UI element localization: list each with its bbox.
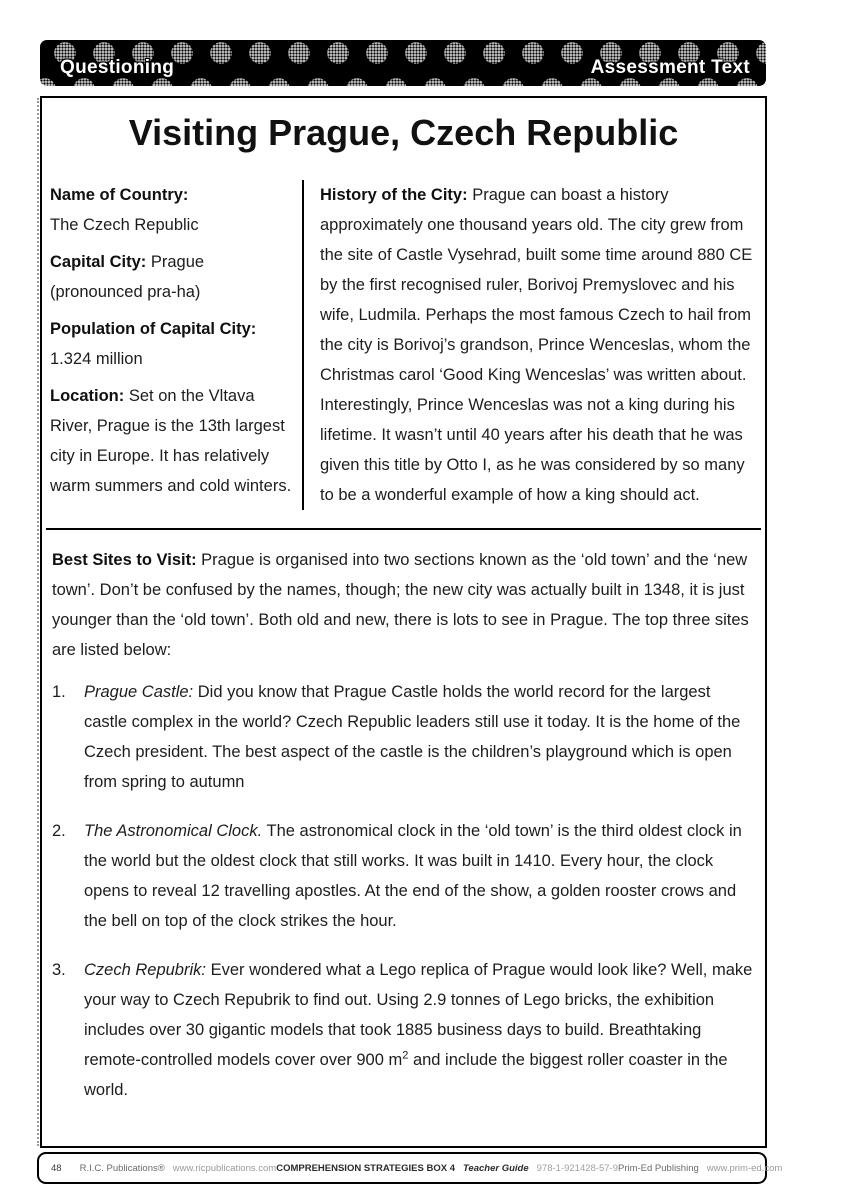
best-sites-text: Prague is organised into two sections known as the ‘old town’ and the ‘new town’. Don’t be confused by the names, though; the new city was actually built in 1348, it is just younger than the ‘old town’. Both old and new, there is lots to see in Prague. The top three sites are listed below:: [52, 551, 749, 659]
history-text: Prague can boast a history approximately one thousand years old. The city grew from the site of Castle Vysehrad, built some time around 880 CE by the first recognised ruler, Borivoj Premyslovec and his wife, Ludmila. Perhaps the most famous Czech to hail from the city is Borivoj’s grandson, Prince Wenceslas, whom the Christmas carol ‘Good King Wenceslas’ was written about. Interestingly, Prince Wenceslas was not a king during his lifetime. It wasn’t until 40 years after his death that he was given this title by Otto I, as he was considered by so many to be a wonderful example of how a king should act.: [320, 186, 753, 504]
publisher-right-name: Prim-Ed Publishing: [617, 1162, 699, 1174]
fact-country: [50, 180, 294, 240]
history-column: [304, 180, 757, 510]
list-item-prague-castle: [52, 677, 755, 797]
footer-center-group: [276, 1163, 618, 1174]
series-title: COMPREHENSION STRATEGIES BOX 4: [276, 1162, 455, 1174]
fact-capital-value: Prague (pronounced pra-ha): [50, 253, 205, 301]
best-sites-paragraph: [42, 545, 765, 665]
site-2-text: The astronomical clock in the ‘old town’ is the third oldest clock in the world but the oldest clock that still works. It was built in 1410. Every hour, the clock opens to reveal 12 travelling apostles. At the end of the show, a golden rooster crows and the bell on top of the clock strikes the hour.: [84, 822, 742, 930]
section-divider-rule: [46, 528, 761, 530]
country-facts-column: [50, 180, 302, 510]
isbn-number: 978-1-921428-57-9: [536, 1162, 618, 1174]
fact-location-label: Location:: [50, 387, 125, 405]
footer-left-group: [51, 1163, 276, 1174]
site-1-paragraph: [84, 677, 755, 797]
fact-country-label: Name of Country:: [50, 186, 189, 204]
fact-location: [50, 381, 294, 501]
history-paragraph: [320, 180, 753, 510]
site-3-paragraph: [84, 955, 755, 1105]
fact-location-value: Set on the Vltava River, Prague is the 13th largest city in Europe. It has relatively warm summers and cold winters.: [50, 387, 292, 495]
footer-bar: [37, 1152, 783, 1184]
top-sites-list: [42, 677, 765, 1105]
strategy-banner: [40, 40, 766, 86]
list-item-czech-repubrik: [52, 955, 755, 1105]
publisher-left-name: R.I.C. Publications®: [79, 1162, 165, 1174]
footer-right-group: [618, 1163, 782, 1174]
fact-capital-label: Capital City:: [50, 253, 147, 271]
guide-title: Teacher Guide: [462, 1162, 529, 1174]
facts-history-columns: [42, 180, 765, 510]
site-2-paragraph: [84, 816, 755, 936]
site-2-name: The Astronomical Clock.: [84, 822, 263, 840]
fact-capital: [50, 247, 294, 307]
strategy-label: Questioning: [60, 57, 175, 78]
site-3-text-continued: and include the biggest roller coaster in the world.: [84, 1051, 728, 1099]
list-number-2: 2.: [52, 822, 66, 840]
fact-population-label: Population of Capital City:: [50, 320, 257, 338]
site-3-superscript: 2: [402, 1049, 409, 1062]
site-3-name: Czech Repubrik:: [84, 961, 206, 979]
site-1-name: Prague Castle:: [84, 683, 194, 701]
site-1-text: Did you know that Prague Castle holds the world record for the largest castle complex in the world? Czech Republic leaders still use it today. It is the home of the Czech president. The best aspect of the castle is the children’s playground which is open from spring to autumn: [84, 683, 741, 791]
assessment-text-label: Assessment Text: [590, 57, 750, 78]
list-number-3: 3.: [52, 961, 66, 979]
fact-population-value: 1.324 million: [50, 350, 143, 368]
history-label: History of the City:: [320, 186, 468, 204]
list-number-1: 1.: [52, 683, 66, 701]
publisher-right-url: www.prim-ed.com: [706, 1162, 783, 1174]
publisher-left-url: www.ricpublications.com: [172, 1162, 277, 1174]
list-item-astronomical-clock: [52, 816, 755, 936]
best-sites-label: Best Sites to Visit:: [52, 551, 197, 569]
worksheet-page-box: [40, 96, 767, 1148]
fact-population: [50, 314, 294, 374]
page-number: 48: [51, 1162, 62, 1174]
fact-country-value: The Czech Republic: [50, 216, 199, 234]
page-title: Visiting Prague, Czech Republic: [128, 112, 679, 153]
site-3-text: Ever wondered what a Lego replica of Prague would look like? Well, make your way to Czech Repubrik to find out. Using 2.9 tonnes of Lego bricks, the exhibition includes over 30 gigantic models that took 1885 business days to build. Breathtaking remote-controlled models cover over 900 m: [84, 961, 753, 1069]
